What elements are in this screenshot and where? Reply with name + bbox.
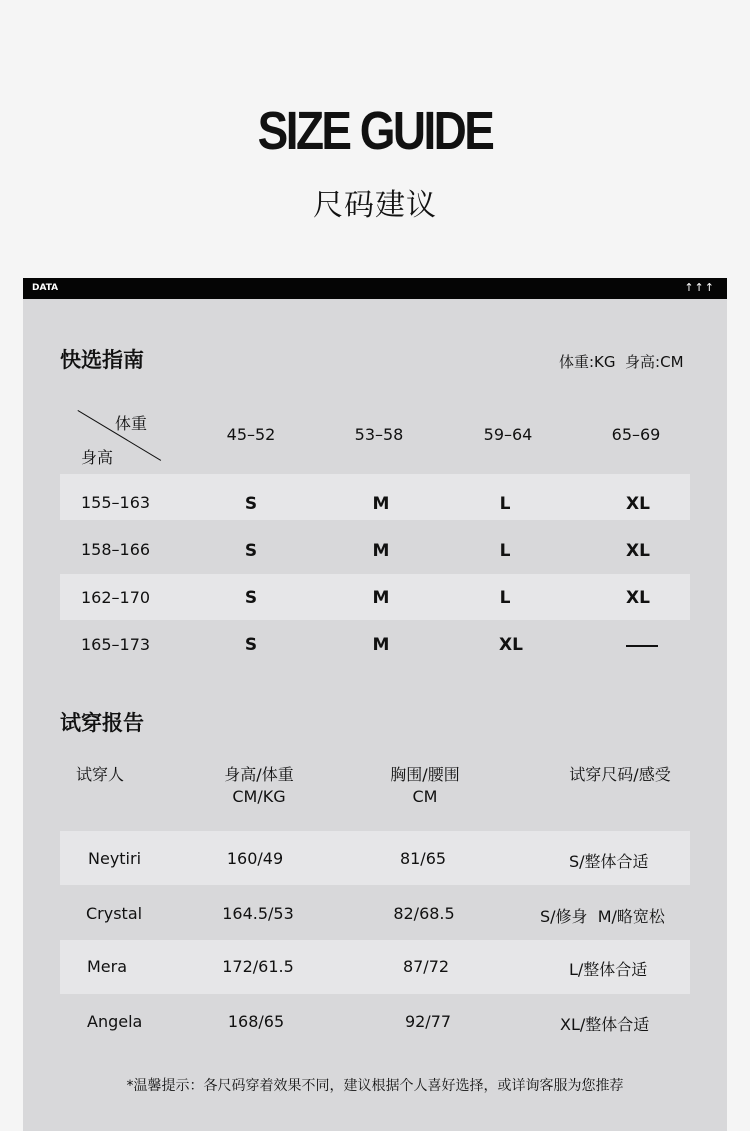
weight-header: 45–52 (226, 425, 276, 444)
size-cell: XL (626, 588, 650, 608)
corner-weight-label: 体重 (115, 414, 148, 433)
bust-waist: 81/65 (399, 849, 447, 868)
height-weight: 172/61.5 (222, 957, 294, 976)
bust-waist: 82/68.5 (393, 904, 455, 923)
size-cell: S (244, 588, 258, 608)
size-cell: S (244, 635, 258, 655)
size-cell: L (499, 494, 511, 514)
bust-waist: 92/77 (404, 1012, 452, 1031)
page-title: SIZE GUIDE (257, 101, 493, 161)
quick-guide-title: 快选指南 (60, 348, 144, 372)
size-cell: XL (626, 494, 650, 514)
tester-name: Neytiri (88, 849, 142, 868)
column-header-unit: CM/KG (232, 787, 286, 806)
tester-name: Crystal (86, 904, 143, 923)
column-header: 胸围/腰围 (390, 765, 460, 784)
height-range: 162–170 (81, 588, 151, 607)
height-range: 158–166 (81, 540, 151, 559)
weight-header: 59–64 (483, 425, 533, 444)
fit-result: L/整体合适 (569, 960, 648, 979)
size-cell: XL (499, 635, 523, 655)
size-cell: S (244, 541, 258, 561)
tester-name: Mera (87, 957, 128, 976)
size-cell: L (499, 541, 511, 561)
unit-label: 体重:KG 身高:CM (559, 353, 684, 371)
size-cell-empty (626, 645, 658, 647)
column-header-unit: CM (412, 787, 438, 806)
fit-result: S/整体合适 (569, 852, 649, 871)
weight-header: 53–58 (354, 425, 404, 444)
page-subtitle: 尺码建议 (313, 188, 437, 223)
size-cell: M (372, 635, 390, 655)
column-header: 身高/体重 (224, 765, 294, 784)
height-range: 165–173 (81, 635, 151, 654)
fit-report-title: 试穿报告 (60, 711, 144, 735)
data-bar (23, 278, 727, 299)
tester-name: Angela (87, 1012, 143, 1031)
size-cell: L (499, 588, 511, 608)
size-cell: M (372, 588, 390, 608)
data-label: DATA (32, 283, 59, 293)
column-header: 试穿尺码/感受 (569, 765, 671, 784)
corner-height-label: 身高 (81, 448, 114, 467)
size-cell: XL (626, 541, 650, 561)
size-cell: S (244, 494, 258, 514)
size-tip-note: *温馨提示：各尺码穿着效果不同，建议根据个人喜好选择，或详询客服为您推荐 (126, 1078, 624, 1094)
arrow-up-icon: ↑↑↑ (684, 281, 715, 294)
bust-waist: 87/72 (402, 957, 450, 976)
fit-result: S/修身 M/略宽松 (540, 907, 665, 926)
weight-header: 65–69 (611, 425, 661, 444)
size-cell: M (372, 541, 390, 561)
fit-result: XL/整体合适 (560, 1015, 650, 1034)
column-header: 试穿人 (75, 765, 125, 784)
height-weight: 160/49 (226, 849, 284, 868)
height-weight: 164.5/53 (222, 904, 294, 923)
size-card (23, 278, 727, 1131)
size-cell: M (372, 494, 390, 514)
height-weight: 168/65 (227, 1012, 285, 1031)
height-range: 155–163 (81, 493, 151, 512)
